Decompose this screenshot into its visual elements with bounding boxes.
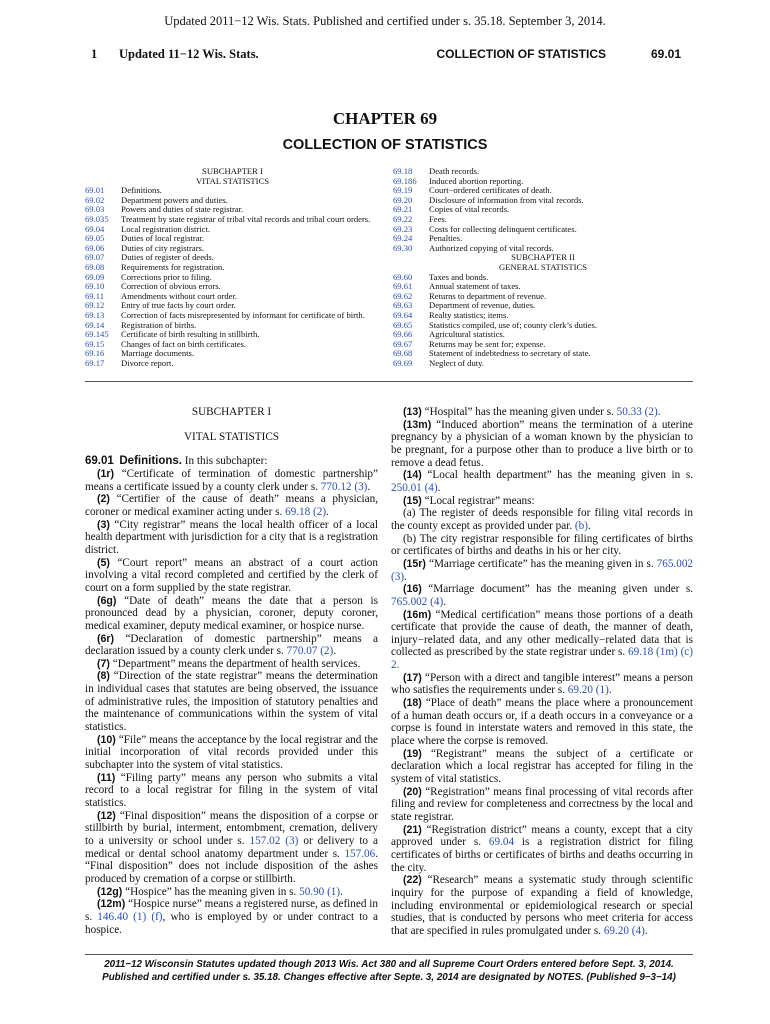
toc-section-link[interactable]: 69.13 <box>85 309 105 320</box>
toc-subchapter-title: GENERAL STATISTICS <box>498 261 588 272</box>
definition-paragraph <box>391 507 693 532</box>
section-title: Definitions. <box>119 455 182 468</box>
toc-section-link[interactable]: 69.30 <box>393 242 413 253</box>
definition-paragraph <box>391 419 693 470</box>
toc-section-link[interactable]: 69.186 <box>393 175 417 186</box>
statute-link[interactable]: 157.06 <box>344 847 376 860</box>
toc-section-link[interactable]: 69.67 <box>393 338 413 349</box>
definition-paragraph <box>391 748 693 786</box>
subsection-number: (6g) <box>97 594 117 607</box>
toc-section-link[interactable]: 69.04 <box>85 223 105 234</box>
toc-section-title: Changes of fact on birth certificates. <box>121 338 247 349</box>
top-certification-line: Updated 2011−12 Wis. Stats. Published and certified under s. 35.18. September 3, 2014. <box>164 14 606 28</box>
definition-paragraph <box>85 810 378 886</box>
toc-section-title: Returns may be sent for; expense. <box>429 338 546 349</box>
chapter-title: COLLECTION OF STATISTICS <box>282 137 488 153</box>
toc-section-title: Taxes and bonds. <box>429 271 489 282</box>
toc-section-link[interactable]: 69.64 <box>393 309 413 320</box>
definition-paragraph <box>85 595 378 633</box>
page-number: 1 <box>91 47 98 61</box>
paragraph-text: (a) The register of deeds responsible for filing vital records in the county except as provided under par. <box>391 507 693 532</box>
toc-section-title: Annual statement of taxes. <box>429 281 521 292</box>
paragraph-text: . “Final disposition” does not include disposition of the ashes produced by cremation of a corpse or stillbirth. <box>85 847 378 885</box>
chapter-heading: CHAPTER 69 <box>332 109 438 128</box>
subsection-number: (11) <box>97 771 116 784</box>
toc-section-title: Treatment by state registrar of tribal vital records and tribal court orders. <box>121 213 371 224</box>
toc-section-title: Court−ordered certificates of death. <box>429 185 552 196</box>
subsection-number: (6r) <box>97 632 115 645</box>
paragraph-text: “Hospital” has the meaning given under s. <box>421 406 617 418</box>
paragraph-text: “Marriage document” has the meaning given under s. <box>421 583 693 596</box>
toc-section-link[interactable]: 69.66 <box>393 329 413 340</box>
toc-section-title: Department of revenue, duties. <box>429 300 536 311</box>
paragraph-text: . <box>608 684 612 697</box>
toc-section-link[interactable]: 69.19 <box>393 185 413 196</box>
toc-section-title: Copies of vital records. <box>429 204 510 215</box>
toc-section-title: Registration of births. <box>121 319 197 330</box>
subsection-number: (16m) <box>403 608 432 621</box>
paragraph-text: “Registrant” means the subject of a certificate or declaration which a local registrar has accepted for filing in the system of vital statistics. <box>391 747 693 786</box>
paragraph-text: “Certifier of the cause of death” means a physician, coroner or medical examiner acting under s. <box>85 493 378 518</box>
toc-left <box>85 167 380 368</box>
toc-section-title: Duties of local registrar. <box>121 233 205 244</box>
statute-link[interactable]: (b) <box>574 519 588 532</box>
definition-paragraph <box>391 495 693 508</box>
subsection-number: (12) <box>97 809 116 822</box>
header-updated: Updated 11−12 Wis. Stats. <box>119 47 259 61</box>
statute-link[interactable]: 50.33 (2) <box>616 406 658 418</box>
toc-section-link[interactable]: 69.10 <box>85 281 105 292</box>
statute-link[interactable]: 69.04 <box>488 836 515 849</box>
definition-paragraph <box>391 874 693 937</box>
paragraph-text: is a registration district for filing certificates of births or certificates of births and deaths occurring in the city. <box>391 836 694 874</box>
toc-subchapter-heading: SUBCHAPTER II <box>511 252 575 263</box>
toc-section-title: Penalties. <box>429 233 463 244</box>
toc-section-title: Costs for collecting delinquent certificates. <box>429 223 577 234</box>
paragraph-text: “Department” means the department of health services. <box>109 657 361 670</box>
paragraph-text: , who is employed by or under contract to a hospice. <box>85 910 378 936</box>
paragraph-text: . <box>657 406 661 418</box>
subsection-number: (22) <box>403 874 422 887</box>
paragraph-text: “Date of death” means the date that a person is pronounced dead by a physician, coroner, deputy coroner, medical examiner, deputy medical examiner, or hospice nurse. <box>85 594 378 632</box>
paragraph-text: . <box>340 885 343 898</box>
toc-divider <box>85 381 693 382</box>
toc-section-link[interactable]: 69.23 <box>393 223 413 234</box>
statute-link[interactable]: 50.90 (1) <box>299 885 341 898</box>
paragraph-text: “City registrar” means the local health officer of a local health department with jurisdiction for a city that is a registration district. <box>85 518 378 556</box>
definition-paragraph <box>85 898 378 936</box>
statute-link[interactable]: 69.20 (1) <box>567 684 609 697</box>
definition-paragraph <box>391 469 693 494</box>
paragraph-text: . <box>404 570 407 583</box>
paragraph-text: “Registration” means final processing of vital records after filing and review for completeness and correctness by the local and state registrar. <box>391 785 693 823</box>
paragraph-text: “Research” means a systematic study through scientific inquiry for the purpose of expanding a field of knowledge, including environmental or epidemiological research or special studies, that is conducted by persons who meet criteria for access that are specified in rules promulgated under s. <box>391 874 693 937</box>
definition-paragraph <box>85 670 378 733</box>
toc-right <box>393 167 693 368</box>
toc-section-link[interactable]: 69.21 <box>393 204 413 215</box>
definition-paragraph <box>85 468 378 493</box>
subsection-number: (17) <box>403 671 422 684</box>
toc-section-link[interactable]: 69.09 <box>85 271 105 282</box>
subsection-number: (12m) <box>97 898 126 911</box>
toc-section-title: Returns to department of revenue. <box>429 290 547 301</box>
toc-section-title: Statistics compiled, use of; county clerk’s duties. <box>429 319 598 330</box>
definition-paragraph <box>391 672 693 697</box>
toc-subchapter-title: VITAL STATISTICS <box>195 175 270 186</box>
paragraph-text: “Filing party” means any person who submits a vital record to a local registrar for filing in the system of vital statistics. <box>85 771 378 810</box>
subsection-number: (18) <box>403 697 422 710</box>
subsection-number: (14) <box>403 469 422 482</box>
definition-paragraph <box>391 824 693 875</box>
toc-section-title: Entry of true facts by court order. <box>121 300 236 311</box>
statute-link[interactable]: 250.01 (4) <box>391 481 438 494</box>
statute-link[interactable]: 770.07 (2) <box>286 645 334 658</box>
toc-section-link[interactable]: 69.61 <box>393 281 413 292</box>
paragraph-text: “Final disposition” means the disposition of a corpse or stillbirth by burial, interment, entombment, cremation, delivery to a university or school under s. <box>85 809 378 847</box>
paragraph-text: “Marriage certificate” has the meaning given in s. <box>425 557 657 570</box>
paragraph-text: . <box>587 519 591 532</box>
toc-section-title: Duties of city registrars. <box>121 242 205 253</box>
subsection-number: (21) <box>403 823 422 836</box>
paragraph-text: “Declaration of domestic partnership” means a declaration issued by a county clerk under s. <box>85 632 378 658</box>
toc-section-link[interactable]: 69.18 <box>393 166 413 176</box>
paragraph-text: or delivery to a medical or dental school anatomy department under s. <box>85 835 378 860</box>
subsection-number: (10) <box>97 733 116 746</box>
statute-link[interactable]: 765.002 (3) <box>391 557 693 583</box>
section-intro: In this subchapter: <box>184 455 268 468</box>
toc-section-title: Local registration district. <box>121 223 211 234</box>
toc-section-title: Agricultural statistics. <box>429 329 505 340</box>
toc-section-title: Definitions. <box>121 185 162 196</box>
definition-paragraph <box>85 734 378 772</box>
subchapter-title: VITAL STATISTICS <box>183 430 280 443</box>
paragraph-text: “File” means the acceptance by the local registrar and the initial incorporation of vital records provided under this subchapter into the system of vital statistics. <box>85 733 378 772</box>
definition-paragraph <box>85 493 378 518</box>
definition-paragraph <box>85 658 378 671</box>
definition-paragraph <box>391 786 693 824</box>
paragraph-text: . <box>333 645 337 658</box>
toc-subchapter-heading: SUBCHAPTER I <box>202 166 263 176</box>
definition-paragraph <box>391 558 693 583</box>
statute-link[interactable]: 770.12 (3) <box>320 480 368 493</box>
paragraph-text: “Court report” means an abstract of a court action involving a vital record completed and certified by the clerk of court on a form supplied by the state registrar. <box>85 556 378 594</box>
subsection-number: (7) <box>97 657 110 670</box>
toc-section-title: Corrections prior to filing. <box>121 271 212 282</box>
paragraph-text: “Direction of the state registrar” means the determination in individual cases that statutes are being observed, the issuance of administrative rules, the imposition of statutory penalties and the maintenance of communications within the system of vital statistics. <box>85 670 378 734</box>
paragraph-text: . <box>367 480 371 493</box>
toc-section-title: Certificate of birth resulting in stillbirth. <box>121 329 260 340</box>
toc-section-title: Realty statistics; items. <box>429 309 509 320</box>
paragraph-text: “Medical certification” means those portions of a death certificate that provide the cause of death, the manner of death, injury−related data, and any other medically−related data that is collected as prescribed by the state registrar under s. <box>391 608 693 659</box>
subsection-number: (8) <box>97 670 110 683</box>
toc-section-title: Statement of indebtedness to secretary of state. <box>429 348 591 359</box>
statute-link[interactable]: 69.18 (1m) (c) 2. <box>391 646 693 672</box>
toc-section-link[interactable]: 69.08 <box>85 261 105 272</box>
subsection-number: (3) <box>97 518 110 531</box>
definition-paragraph <box>85 633 378 658</box>
subsection-number: (16) <box>403 583 422 596</box>
subsection-number: (20) <box>403 785 422 798</box>
subchapter-heading: SUBCHAPTER I <box>191 406 272 418</box>
toc-entry[interactable] <box>393 359 693 369</box>
toc-section-link[interactable]: 69.16 <box>85 348 105 359</box>
toc-section-title: Divorce report. <box>121 357 174 368</box>
definition-paragraph <box>391 533 693 558</box>
body-column-right <box>391 406 693 938</box>
section-69-01-heading <box>85 455 378 468</box>
toc-section-title: Requirements for registration. <box>121 261 225 272</box>
toc-section-link[interactable]: 69.07 <box>85 252 105 263</box>
toc-section-link[interactable]: 69.05 <box>85 233 105 244</box>
statute-link[interactable]: 765.002 (4) <box>391 595 444 608</box>
toc-section-link[interactable]: 69.15 <box>85 338 105 349</box>
paragraph-text: “Certificate of termination of domestic partnership” means a certificate issued by a county clerk under s. <box>85 467 378 493</box>
paragraph-text: “Person with a direct and tangible interest” means a person who satisfies the requirements under s. <box>391 671 693 697</box>
subsection-number: (5) <box>97 556 110 569</box>
paragraph-text: . <box>644 924 648 937</box>
statute-link[interactable]: 69.20 (4) <box>603 924 645 937</box>
definition-paragraph <box>85 557 378 595</box>
subsection-number: (15r) <box>403 557 426 570</box>
toc-section-title: Fees. <box>429 213 447 224</box>
toc-section-title: Disclosure of information from vital records. <box>429 194 584 205</box>
definition-paragraph <box>391 406 693 419</box>
body-column-left <box>85 406 378 936</box>
statute-link[interactable]: 69.18 (2) <box>285 505 327 518</box>
section-number: 69.01 <box>85 455 114 468</box>
toc-entry[interactable] <box>85 359 380 369</box>
header-section: 69.01 <box>650 47 681 61</box>
page-footer: 2011−12 Wisconsin Statutes updated though 2013 Wis. Act 380 and all Supreme Court Orders entered before Sept. 3, 2014. Published and certified under s. 35.18. Changes effective after Septe. 3, 2014 are designated by NOTES. (Published 9−3−14) <box>102 959 676 983</box>
definition-paragraph <box>85 772 378 810</box>
toc-section-link[interactable]: 69.62 <box>393 290 413 301</box>
subsection-number: (19) <box>403 747 422 760</box>
toc-section-title: Department powers and duties. <box>121 194 228 205</box>
paragraph-text: “Local registrar” means: <box>421 494 535 507</box>
header-collection: COLLECTION OF STATISTICS <box>436 47 606 61</box>
paragraph-text: “Registration district” means a county, except that a city approved under s. <box>391 823 693 849</box>
toc-section-title: Death records. <box>429 166 480 176</box>
toc-section-link[interactable]: 69.20 <box>393 194 413 205</box>
toc-section-link[interactable]: 69.17 <box>85 357 105 368</box>
paragraph-text: . <box>326 505 329 518</box>
toc-section-link[interactable]: 69.035 <box>85 213 109 224</box>
toc-section-link[interactable]: 69.03 <box>85 204 105 215</box>
toc-section-title: Authorized copying of vital records. <box>429 242 554 253</box>
toc-section-link[interactable]: 69.63 <box>393 300 413 311</box>
subsection-number: (12g) <box>97 885 123 898</box>
toc-section-title: Neglect of duty. <box>429 357 485 368</box>
toc-section-link[interactable]: 69.145 <box>85 329 109 340</box>
statute-link[interactable]: 146.40 (1) (f) <box>97 910 163 923</box>
definition-paragraph <box>391 583 693 608</box>
toc-section-link[interactable]: 69.22 <box>393 213 413 224</box>
footer-divider <box>85 954 693 955</box>
subsection-number: (13m) <box>403 418 432 431</box>
toc-section-link[interactable]: 69.06 <box>85 242 105 253</box>
toc-section-link[interactable]: 69.69 <box>393 357 413 368</box>
definition-paragraph <box>391 609 693 672</box>
paragraph-text: . <box>443 595 446 608</box>
toc-section-link[interactable]: 69.12 <box>85 300 105 311</box>
paragraph-text: (b) The city registrar responsible for filing certificates of births or certificates of births and deaths in his or her city. <box>391 532 693 558</box>
toc-section-title: Marriage documents. <box>121 348 195 359</box>
toc-section-link[interactable]: 69.14 <box>85 319 105 330</box>
toc-section-title: Induced abortion reporting. <box>429 175 524 186</box>
toc-section-title: Duties of register of deeds. <box>121 252 214 263</box>
definition-paragraph <box>85 886 378 899</box>
toc-section-title: Correction of facts misrepresented by informant for certificate of birth. <box>121 309 365 320</box>
toc-section-link[interactable]: 69.65 <box>393 319 413 330</box>
toc-section-title: Correction of obvious errors. <box>121 281 221 292</box>
subsection-number: (2) <box>97 493 110 506</box>
paragraph-text: “Place of death” means the place where a pronouncement of a human death occurs or, if a death occurs in a conveyance or a corpse is found in interstate waters and removed in this state, the place where the corpse is removed. <box>391 697 693 748</box>
definition-paragraph <box>391 697 693 748</box>
toc-section-link[interactable]: 69.02 <box>85 194 105 205</box>
paragraph-text: “Local health department” has the meaning given in s. <box>421 469 693 482</box>
toc-section-link[interactable]: 69.24 <box>393 233 413 244</box>
paragraph-text: . <box>437 481 441 494</box>
statute-link[interactable]: 157.02 (3) <box>249 835 299 847</box>
definition-paragraph <box>85 519 378 557</box>
toc-section-link[interactable]: 69.11 <box>85 290 105 301</box>
paragraph-text: “Induced abortion” means the termination of a uterine pregnancy by a physician of a woman known by the physician to be pregnant, for a purpose other than to produce a live birth or to remove a dead fetus. <box>391 418 693 469</box>
paragraph-text: “Hospice” has the meaning given in s. <box>122 885 300 898</box>
toc-section-link[interactable]: 69.01 <box>85 185 105 196</box>
paragraph-text: “Hospice nurse” means a registered nurse, as defined in s. <box>85 898 378 923</box>
toc-section-title: Amendments without court order. <box>121 290 237 301</box>
subsection-number: (1r) <box>97 467 115 480</box>
subsection-number: (15) <box>403 494 422 507</box>
toc-section-link[interactable]: 69.68 <box>393 348 413 359</box>
subsection-number: (13) <box>403 406 422 418</box>
toc-section-link[interactable]: 69.60 <box>393 271 413 282</box>
toc-section-title: Powers and duties of state registrar. <box>121 204 244 215</box>
